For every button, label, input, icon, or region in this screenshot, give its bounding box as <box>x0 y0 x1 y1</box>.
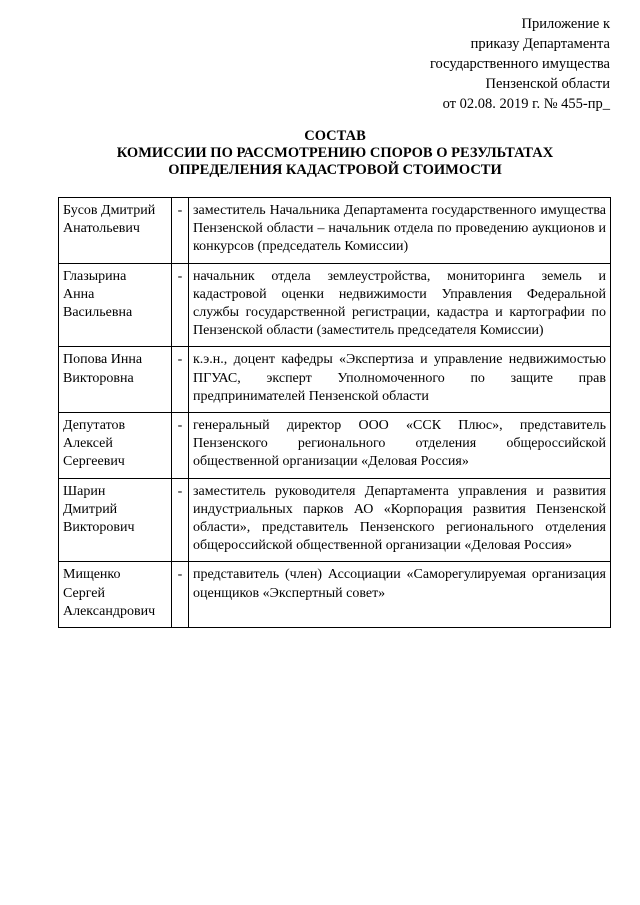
commission-members-table <box>58 197 611 628</box>
table-row <box>59 263 611 347</box>
member-role: генеральный директор ООО «ССК Плюс», представитель Пензенского регионального отделения общероссийской общественной организации «Деловая Россия» <box>189 413 611 479</box>
table-row <box>59 347 611 413</box>
name-line: Шарин <box>63 483 106 499</box>
member-dash: - <box>172 413 189 479</box>
member-name <box>59 562 172 628</box>
name-line: Викторовна <box>63 370 134 386</box>
member-dash: - <box>172 263 189 347</box>
member-role: заместитель Начальника Департамента государственного имущества Пензенской области – начальник отдела по проведению аукционов и конкурсов (председатель Комиссии) <box>189 198 611 264</box>
document-title <box>60 128 610 179</box>
member-name <box>59 198 172 264</box>
name-line: Дмитрий <box>63 501 118 517</box>
member-dash: - <box>172 198 189 264</box>
member-name <box>59 478 172 562</box>
name-line: Попова Инна <box>63 352 143 368</box>
member-name <box>59 347 172 413</box>
table-row <box>59 198 611 264</box>
name-line: Александрович <box>63 603 156 619</box>
appendix-line: государственного имущества <box>429 56 610 72</box>
member-name <box>59 263 172 347</box>
name-line: Бусов Дмитрий <box>63 203 156 218</box>
appendix-header <box>430 14 610 114</box>
appendix-line: Пензенской области <box>485 76 610 92</box>
appendix-line: Приложение к <box>521 16 610 32</box>
title-line: ОПРЕДЕЛЕНИЯ КАДАСТРОВОЙ СТОИМОСТИ <box>168 162 502 178</box>
name-line: Анна <box>63 286 95 302</box>
member-role: начальник отдела землеустройства, мониторинга земель и кадастровой оценки недвижимости Управления Федеральной службы государственной регистрации, кадастра и картографии по Пензенской области (заместитель председателя Комиссии) <box>189 263 611 347</box>
appendix-line: от 02.08. 2019 г. № 455-пр_ <box>442 96 610 112</box>
title-line: СОСТАВ <box>304 128 366 144</box>
member-role: к.э.н., доцент кафедры «Экспертиза и управление недвижимостью ПГУАС, эксперт Уполномоченного по защите прав предпринимателей Пензенской области <box>189 347 611 413</box>
member-dash: - <box>172 478 189 562</box>
table-row <box>59 413 611 479</box>
table-row <box>59 478 611 562</box>
name-line: Васильевна <box>63 305 133 321</box>
name-line: Сергей <box>63 585 105 601</box>
member-dash: - <box>172 562 189 628</box>
name-line: Алексей <box>63 436 113 452</box>
title-line: КОМИССИИ ПО РАССМОТРЕНИЮ СПОРОВ О РЕЗУЛЬТАТАХ <box>116 145 554 161</box>
table-row <box>59 562 611 628</box>
appendix-line: приказу Департамента <box>470 36 610 52</box>
member-name <box>59 413 172 479</box>
member-role: заместитель руководителя Департамента управления и развития индустриальных парков АО «Корпорация развития Пензенской области», представитель Пензенского регионального отделения общероссийской общественной организации «Деловая Россия» <box>189 478 611 562</box>
name-line: Викторович <box>63 520 135 536</box>
name-line: Сергеевич <box>63 454 125 470</box>
name-line: Глазырина <box>63 268 127 284</box>
name-line: Анатольевич <box>63 221 140 237</box>
name-line: Мищенко <box>63 567 121 583</box>
member-dash: - <box>172 347 189 413</box>
member-role: представитель (член) Ассоциации «Саморегулируемая организация оценщиков «Экспертный совет» <box>189 562 611 628</box>
name-line: Депутатов <box>63 418 126 434</box>
